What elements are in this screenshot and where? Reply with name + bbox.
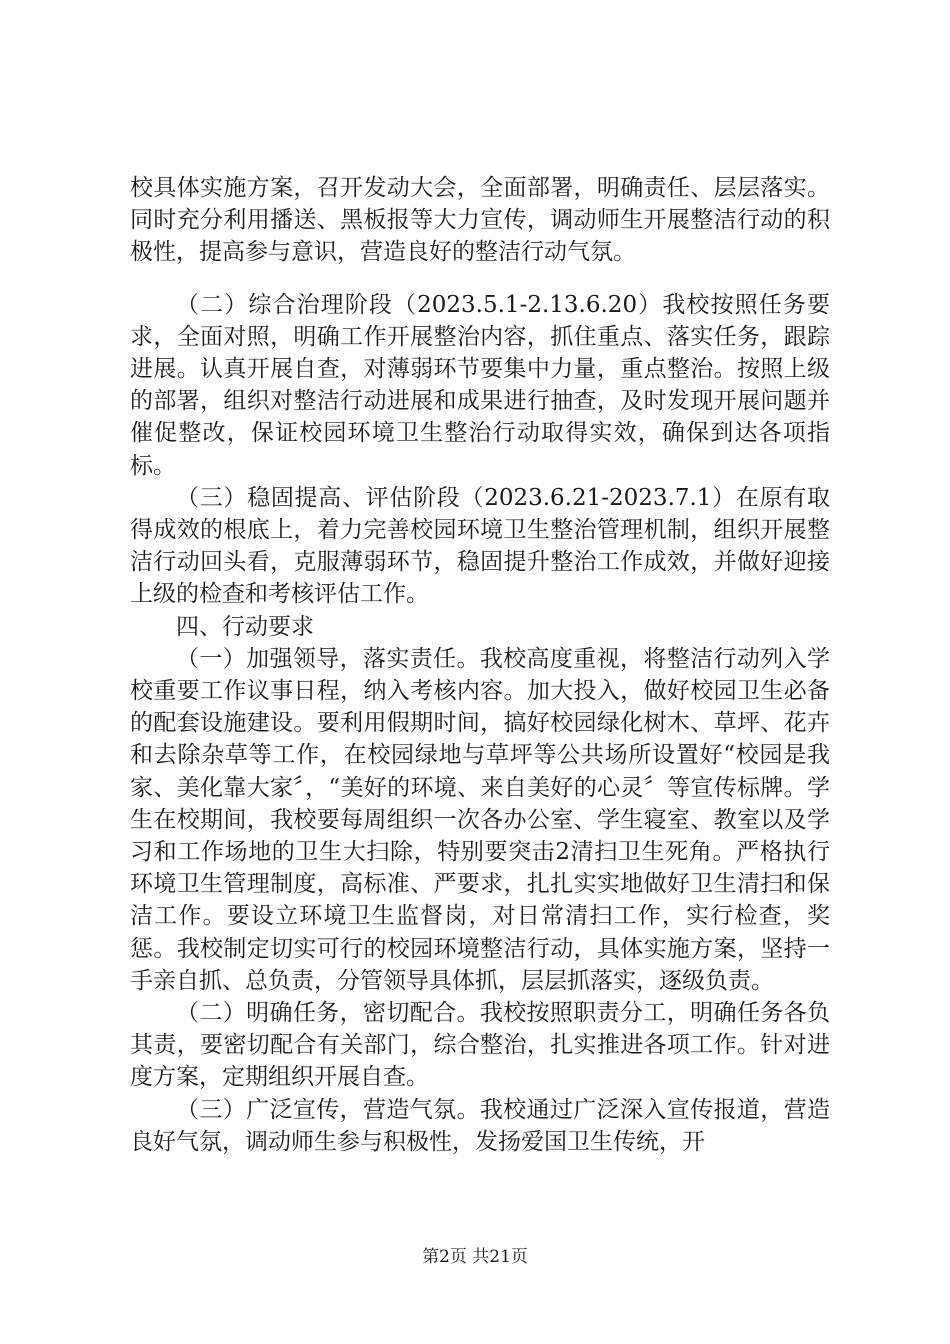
paragraph-4: （一）加强领导，落实责任。我校高度重视，将整洁行动列入学校重要工作议事日程，纳入考核内容。加大投入，做好校园卫生必备的配套设施建设。要利用假期时间，搞好校园绿化树木、草坪、花卉和去除杂草等工作，在校园绿地与草坪等公共场所设置好“校园是我家、美化靠大家〞，“美好的环境、来自美好的心灵〞等宣传标牌。学生在校期间，我校要每周组织一次各办公室、学生寝室、教室以及学习和工作场地的卫生大扫除，特别要突击2清扫卫生死角。严格执行环境卫生管理制度，高标准、严要求，扎扎实实地做好卫生清扫和保洁工作。要设立环境卫生监督岗，对日常清扫工作，实行检查，奖惩。我校制定切实可行的校园环境整洁行动，具体实施方案，坚持一手亲自抓、总负责，分管领导具体抓，层层抓落实，逐级负责。 — [130, 645, 830, 994]
paragraph-5: （二）明确任务，密切配合。我校按照职责分工，明确任务各负其责，要密切配合有关部门，综合整治，扎实推进各项工作。针对进度方案，定期组织开展自查。 — [130, 1000, 830, 1091]
paragraph-1: 校具体实施方案，召开发动大会，全面部署，明确责任、层层落实。同时充分利用播送、黑板报等大力宣传，调动师生开展整洁行动的积极性，提高参与意识，营造良好的整洁行动气氛。 — [130, 175, 830, 266]
paragraph-6: （三）广泛宣传，营造气氛。我校通过广泛深入宣传报道，营造良好气氛，调动师生参与积极性，发扬爱国卫生传统，开 — [130, 1096, 830, 1155]
paragraph-3: （三）稳固提高、评估阶段（2023.6.21-2023.7.1）在原有取得成效的根底上，着力完善校园环境卫生整治管理机制，组织开展整洁行动回头看，克服薄弱环节，稳固提升整治工作成效，并做好迎接上级的检查和考核评估工作。 — [130, 484, 830, 608]
section-heading: 四、行动要求 — [176, 613, 314, 640]
page-number-footer: 第2页 共21页 — [422, 1247, 528, 1267]
document-body — [130, 172, 830, 1158]
paragraph-2: （二）综合治理阶段（2023.5.1-2.13.6.20）我校按照任务要求，全面对照，明确工作开展整治内容，抓住重点、落实任务，跟踪进展。认真开展自查，对薄弱环节要集中力量，重点整治。按照上级的部署，组织对整洁行动进展和成果进行抽查，及时发现开展问题并催促整改，保证校园环境卫生整治行动取得实效，确保到达各项指标。 — [130, 291, 830, 479]
